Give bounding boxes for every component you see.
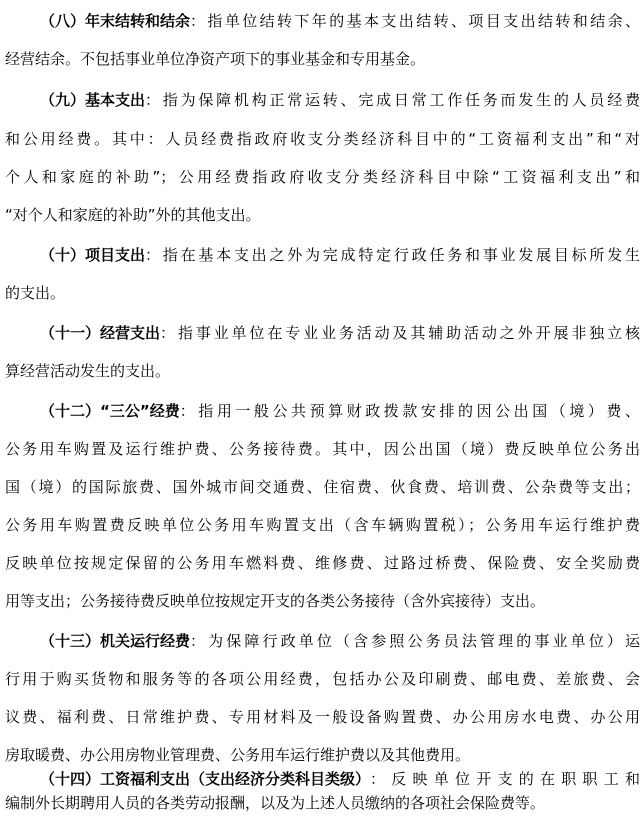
paragraph-13-line-2: 行用于购买货物和服务等的各项公用经费，包括办公及印刷费、邮电费、差旅费、会 [5,670,640,688]
paragraph-14-line-1 [0,767,643,791]
paragraph-13-text: ：为保障行政单位（含参照公务员法管理的事业单位）运 [190,632,640,650]
paragraph-14-line-2: 编制外长期聘用人员的各类劳动报酬，以及为上述人员缴纳的各项社会保险费等。 [5,794,546,812]
paragraph-14-heading: （十四）工资福利支出（支出经济分类科目类级） [40,770,371,788]
paragraph-10-text: ：指在基本支出之外为完成特定行政任务和事业发展目标所发生 [145,246,640,264]
paragraph-8-text: ：指单位结转下年的基本支出结转、项目支出结转和结余、 [190,12,640,30]
paragraph-10-heading: （十）项目支出 [40,246,146,264]
paragraph-13-line-1 [0,629,643,653]
paragraph-10-line-1 [0,243,643,267]
paragraph-9-line-3: 个人和家庭的补助”；公用经费指政府收支分类经济科目中除“工资福利支出”和 [5,168,640,186]
paragraph-9-text: ：指为保障机构正常运转、完成日常工作任务而发生的人员经费 [145,91,640,109]
paragraph-12-text: ：指用一般公共预算财政拨款安排的因公出国（境）费、 [179,402,640,420]
paragraph-11-line-2: 算经营活动发生的支出。 [5,362,171,380]
paragraph-13-heading: （十三）机关运行经费 [40,632,191,650]
paragraph-12-line-6: 用等支出；公务接待费反映单位按规定开支的各类公务接待（含外宾接待）支出。 [5,592,546,610]
paragraph-11-heading: （十一）经营支出 [40,324,161,342]
paragraph-13-line-4: 房取暖费、办公用房物业管理费、公务用车运行维护费以及其他费用。 [5,746,471,764]
paragraph-11-line-1 [0,321,643,345]
paragraph-8-line-1 [0,9,643,33]
paragraph-9-line-2: 和公用经费。其中：人员经费指政府收支分类经济科目中的“工资福利支出”和“对 [5,130,640,148]
paragraph-12-heading: （十二）“三公”经费 [40,402,180,420]
paragraph-12-line-3: 国（境）的国际旅费、国外城市间交通费、住宿费、伙食费、培训费、公杂费等支出； [5,478,640,496]
paragraph-12-line-5: 反映单位按规定保留的公务用车燃料费、维修费、过路过桥费、保险费、安全奖励费 [5,554,640,572]
paragraph-12-line-4: 公务用车购置费反映单位公务用车购置支出（含车辆购置税）；公务用车运行维护费 [5,516,640,534]
paragraph-12-line-2: 公务用车购置及运行维护费、公务接待费。其中，因公出国（境）费反映单位公务出 [5,440,640,458]
paragraph-10-line-2: 的支出。 [5,284,66,302]
paragraph-11-text: ：指事业单位在专业业务活动及其辅助活动之外开展非独立核 [160,324,640,342]
paragraph-8-heading: （八）年末结转和结余 [40,12,191,30]
paragraph-8-line-2: 经营结余。不包括事业单位净资产项下的事业基金和专用基金。 [5,50,426,68]
paragraph-9-line-4: “对个人和家庭的补助”外的其他支出。 [5,206,261,224]
paragraph-9-heading: （九）基本支出 [40,91,146,109]
paragraph-9-line-1 [0,88,643,112]
paragraph-14-text: ：反映单位开支的在职职工和 [370,770,640,788]
paragraph-13-line-3: 议费、福利费、日常维护费、专用材料及一般设备购置费、办公用房水电费、办公用 [5,708,640,726]
paragraph-12-line-1 [0,399,643,423]
